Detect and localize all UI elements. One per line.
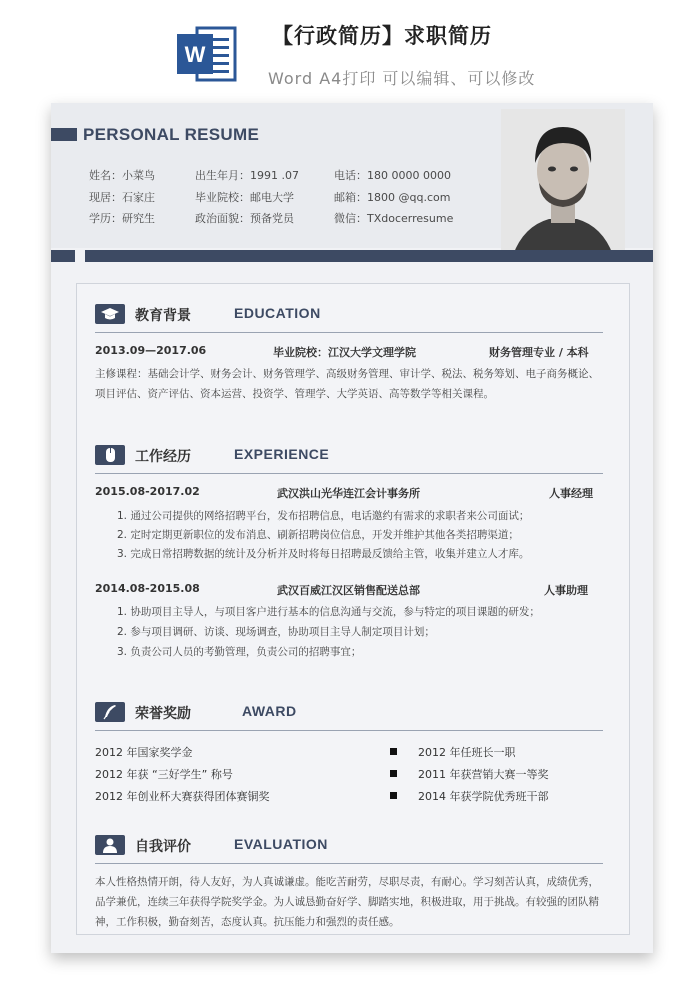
info-name: 姓名：小菜鸟 (89, 169, 155, 182)
info-wechat: 微信：TXdocerresume (334, 212, 454, 225)
job-date: 2015.08-2017.02 (95, 485, 200, 498)
award-title-cn: 荣誉奖励 (135, 706, 191, 722)
job-company: 武汉洪山光华连江会计事务所 (277, 487, 420, 500)
resume-page (51, 103, 653, 953)
resume-title: PERSONAL RESUME (83, 125, 260, 144)
job-duty: 3. 完成日常招聘数据的统计及分析并及时将每日招聘最反馈给主管，收集并建立人才库。 (117, 548, 530, 560)
resume-content (76, 283, 630, 935)
job-duty: 1. 通过公司提供的网络招聘平台，发布招聘信息，电话邀约有需求的求职者来公司面试； (117, 510, 530, 522)
evaluation-title-cn: 自我评价 (135, 839, 191, 855)
decor-square (51, 250, 75, 262)
job-duty: 2. 参与项目调研、访谈、现场调查，协助项目主导人制定项目计划； (117, 626, 435, 638)
experience-title-cn: 工作经历 (135, 449, 191, 465)
education-title-cn: 教育背景 (135, 308, 191, 324)
section-divider (95, 332, 603, 333)
section-divider (95, 730, 603, 731)
job-role: 人事经理 (549, 487, 593, 500)
award-item: 2012 年国家奖学金 (95, 746, 193, 759)
bullet-square (390, 770, 397, 777)
info-degree: 学历：研究生 (89, 212, 155, 225)
job-duty: 1. 协助项目主导人，与项目客户进行基本的信息沟通与交流，参与特定的项目课题的研发； (117, 606, 540, 618)
education-title-en: EDUCATION (234, 305, 321, 321)
education-courses: 主修课程：基础会计学、财务会计、财务管理学、高级财务管理、审计学、税法、税务筹划、电子商务概论、项目评估、资产评估、资本运营、投资学、管理学、大学英语、高等数学等相关课程。 (95, 368, 599, 400)
evaluation-text: 本人性格热情开朗，待人友好，为人真诚谦虚。能吃苦耐劳，尽职尽责，有耐心。学习刻苦认真，成绩优秀，品学兼优，连续三年获得学院奖学金。为人诚恳勤奋好学、脚踏实地，积极进取，用于挑战。有较强的团队精神，工作积极，勤奋刻苦，态度认真。抗压能力和强烈的责任感。 (95, 876, 599, 928)
info-politics: 政治面貌：预备党员 (195, 212, 294, 225)
award-item: 2012 年获 “三好学生” 称号 (95, 768, 233, 781)
info-phone: 电话：180 0000 0000 (334, 169, 451, 182)
job-date: 2014.08-2015.08 (95, 582, 200, 595)
education-school: 毕业院校：江汉大学文理学院 (273, 346, 416, 359)
page-title: 【行政简历】求职简历 (272, 24, 492, 48)
person-icon (95, 835, 125, 855)
page-subtitle: Word A4打印 可以编辑、可以修改 (268, 69, 536, 88)
svg-text:W: W (184, 42, 206, 67)
bullet-square (390, 792, 397, 799)
award-item: 2012 年创业杯大赛获得团体赛铜奖 (95, 790, 270, 803)
award-item: 2011 年获营销大赛一等奖 (418, 768, 549, 781)
job-company: 武汉百威江汉区销售配送总部 (277, 584, 420, 597)
bullet-square (390, 748, 397, 755)
education-major: 财务管理专业 / 本科 (489, 346, 589, 359)
word-icon (175, 22, 239, 86)
decor-strip (85, 250, 653, 262)
info-birth: 出生年月：1991 .07 (195, 169, 299, 182)
award-item: 2014 年获学院优秀班干部 (418, 790, 549, 803)
info-residence: 现居：石家庄 (89, 191, 155, 204)
profile-photo (501, 109, 625, 261)
info-email: 邮箱：1800 @qq.com (334, 191, 451, 204)
section-divider (95, 863, 603, 864)
graduation-cap-icon (95, 304, 125, 324)
section-divider (95, 473, 603, 474)
feather-icon (95, 702, 125, 722)
experience-title-en: EXPERIENCE (234, 446, 330, 462)
info-school: 毕业院校：邮电大学 (195, 191, 294, 204)
evaluation-title-en: EVALUATION (234, 836, 328, 852)
award-title-en: AWARD (242, 703, 297, 719)
award-item: 2012 年任班长一职 (418, 746, 516, 759)
education-date: 2013.09—2017.06 (95, 344, 207, 357)
job-duty: 3. 负责公司人员的考勤管理，负责公司的招聘事宜； (117, 646, 362, 658)
mouse-icon (95, 445, 125, 465)
job-role: 人事助理 (544, 584, 588, 597)
job-duty: 2. 定时定期更新职位的发布消息、刷新招聘岗位信息，开发并维护其他各类招聘渠道； (117, 529, 519, 541)
title-marker (51, 128, 77, 141)
